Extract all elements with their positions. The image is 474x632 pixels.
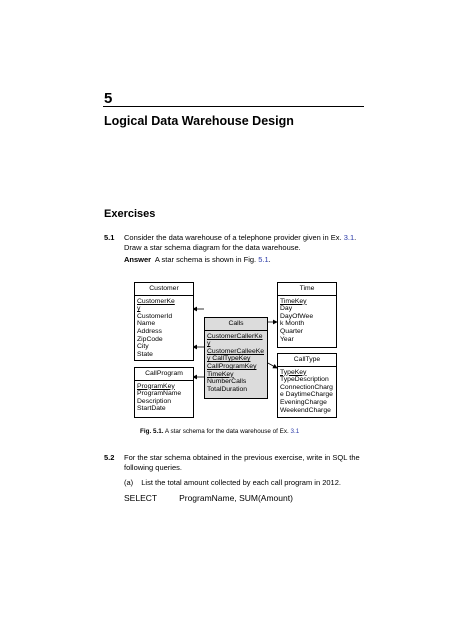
exercise-number: 5.1 — [104, 233, 115, 242]
table-field: TypeDescription — [280, 376, 329, 384]
table-field: CustomerCallerKe — [207, 332, 263, 340]
section-heading: Exercises — [104, 208, 156, 220]
answer-text: A star schema is shown in Fig. — [151, 255, 259, 264]
table-name: Customer — [135, 283, 193, 296]
exercise-line: For the star schema obtained in the previous exercise, write in SQL the — [124, 453, 360, 462]
table-field: DayOfWee — [280, 312, 314, 320]
sql-line — [124, 493, 293, 503]
table-field: EveningCharge — [280, 398, 327, 406]
table-field: ConnectionCharg — [280, 383, 333, 391]
chapter-title: Logical Data Warehouse Design — [104, 114, 294, 128]
table-field: State — [137, 350, 153, 358]
figure-label: Fig. 5.1. — [140, 428, 164, 435]
table-field: Year — [280, 335, 294, 343]
table-field: ProgramName — [137, 390, 182, 398]
sql-expression: ProgramName, SUM(Amount) — [179, 493, 293, 503]
exercise-line: Draw a star schema diagram for the data warehouse. — [124, 242, 301, 252]
exercise-line: Consider the data warehouse of a telephone provider given in Ex. — [124, 233, 344, 242]
time-table — [277, 282, 337, 348]
table-field: TimeKey — [280, 297, 307, 305]
table-field: Quarter — [280, 327, 304, 335]
item-text: List the total amount collected by each call program in 2012. — [141, 478, 341, 487]
table-field: CustomerCalleeKe — [207, 347, 265, 355]
table-field: y — [137, 305, 141, 313]
table-field: ProgramKey — [137, 382, 175, 390]
table-name: Time — [278, 283, 336, 296]
table-field: Name — [137, 320, 156, 328]
table-field: WeekendCharge — [280, 406, 331, 414]
table-field: StartDate — [137, 405, 166, 413]
table-field: k Month — [280, 320, 305, 328]
table-name: CallType — [278, 354, 336, 367]
caption-text: A star schema for the data warehouse of Ex. — [163, 428, 291, 435]
table-field: TotalDuration — [207, 385, 248, 393]
table-field: Description — [137, 397, 171, 405]
exercise-line: following queries. — [124, 462, 182, 472]
example-reference-link[interactable]: 3.1 — [290, 428, 300, 435]
table-field: TypeKey — [280, 368, 307, 376]
exercise-reference-link[interactable]: 3.1 — [343, 233, 355, 242]
table-field: y CallTypeKey — [207, 355, 251, 363]
figure-caption — [140, 428, 299, 435]
table-field: CallProgramKey — [207, 362, 257, 370]
customer-table — [134, 282, 194, 361]
callprogram-table — [134, 367, 194, 418]
answer-label: Answer — [124, 255, 152, 264]
query-item-a — [124, 478, 341, 488]
chapter-number: 5 — [104, 90, 113, 107]
punctuation: . — [268, 255, 271, 264]
table-field: CustomerId — [137, 312, 173, 320]
figure-reference-link[interactable]: 5.1 — [258, 255, 269, 264]
table-field: CustomerKe — [137, 297, 175, 305]
calls-fact-table — [204, 317, 268, 399]
table-name: Calls — [205, 318, 267, 331]
table-field: ZipCode — [137, 335, 163, 343]
table-field: y — [207, 340, 211, 348]
table-field: NumberCalls — [207, 378, 247, 386]
table-name: CallProgram — [135, 368, 193, 381]
table-field: City — [137, 343, 149, 351]
punctuation: . — [354, 233, 357, 242]
table-field: e DaytimeCharge — [280, 391, 333, 399]
item-label: (a) — [124, 478, 134, 487]
calltype-table — [277, 353, 337, 418]
exercise-number: 5.2 — [104, 453, 115, 462]
exercise-text — [124, 453, 360, 472]
sql-keyword: SELECT — [124, 493, 158, 503]
table-field: TimeKey — [207, 370, 234, 378]
table-field: Address — [137, 327, 162, 335]
table-field: Day — [280, 305, 293, 313]
